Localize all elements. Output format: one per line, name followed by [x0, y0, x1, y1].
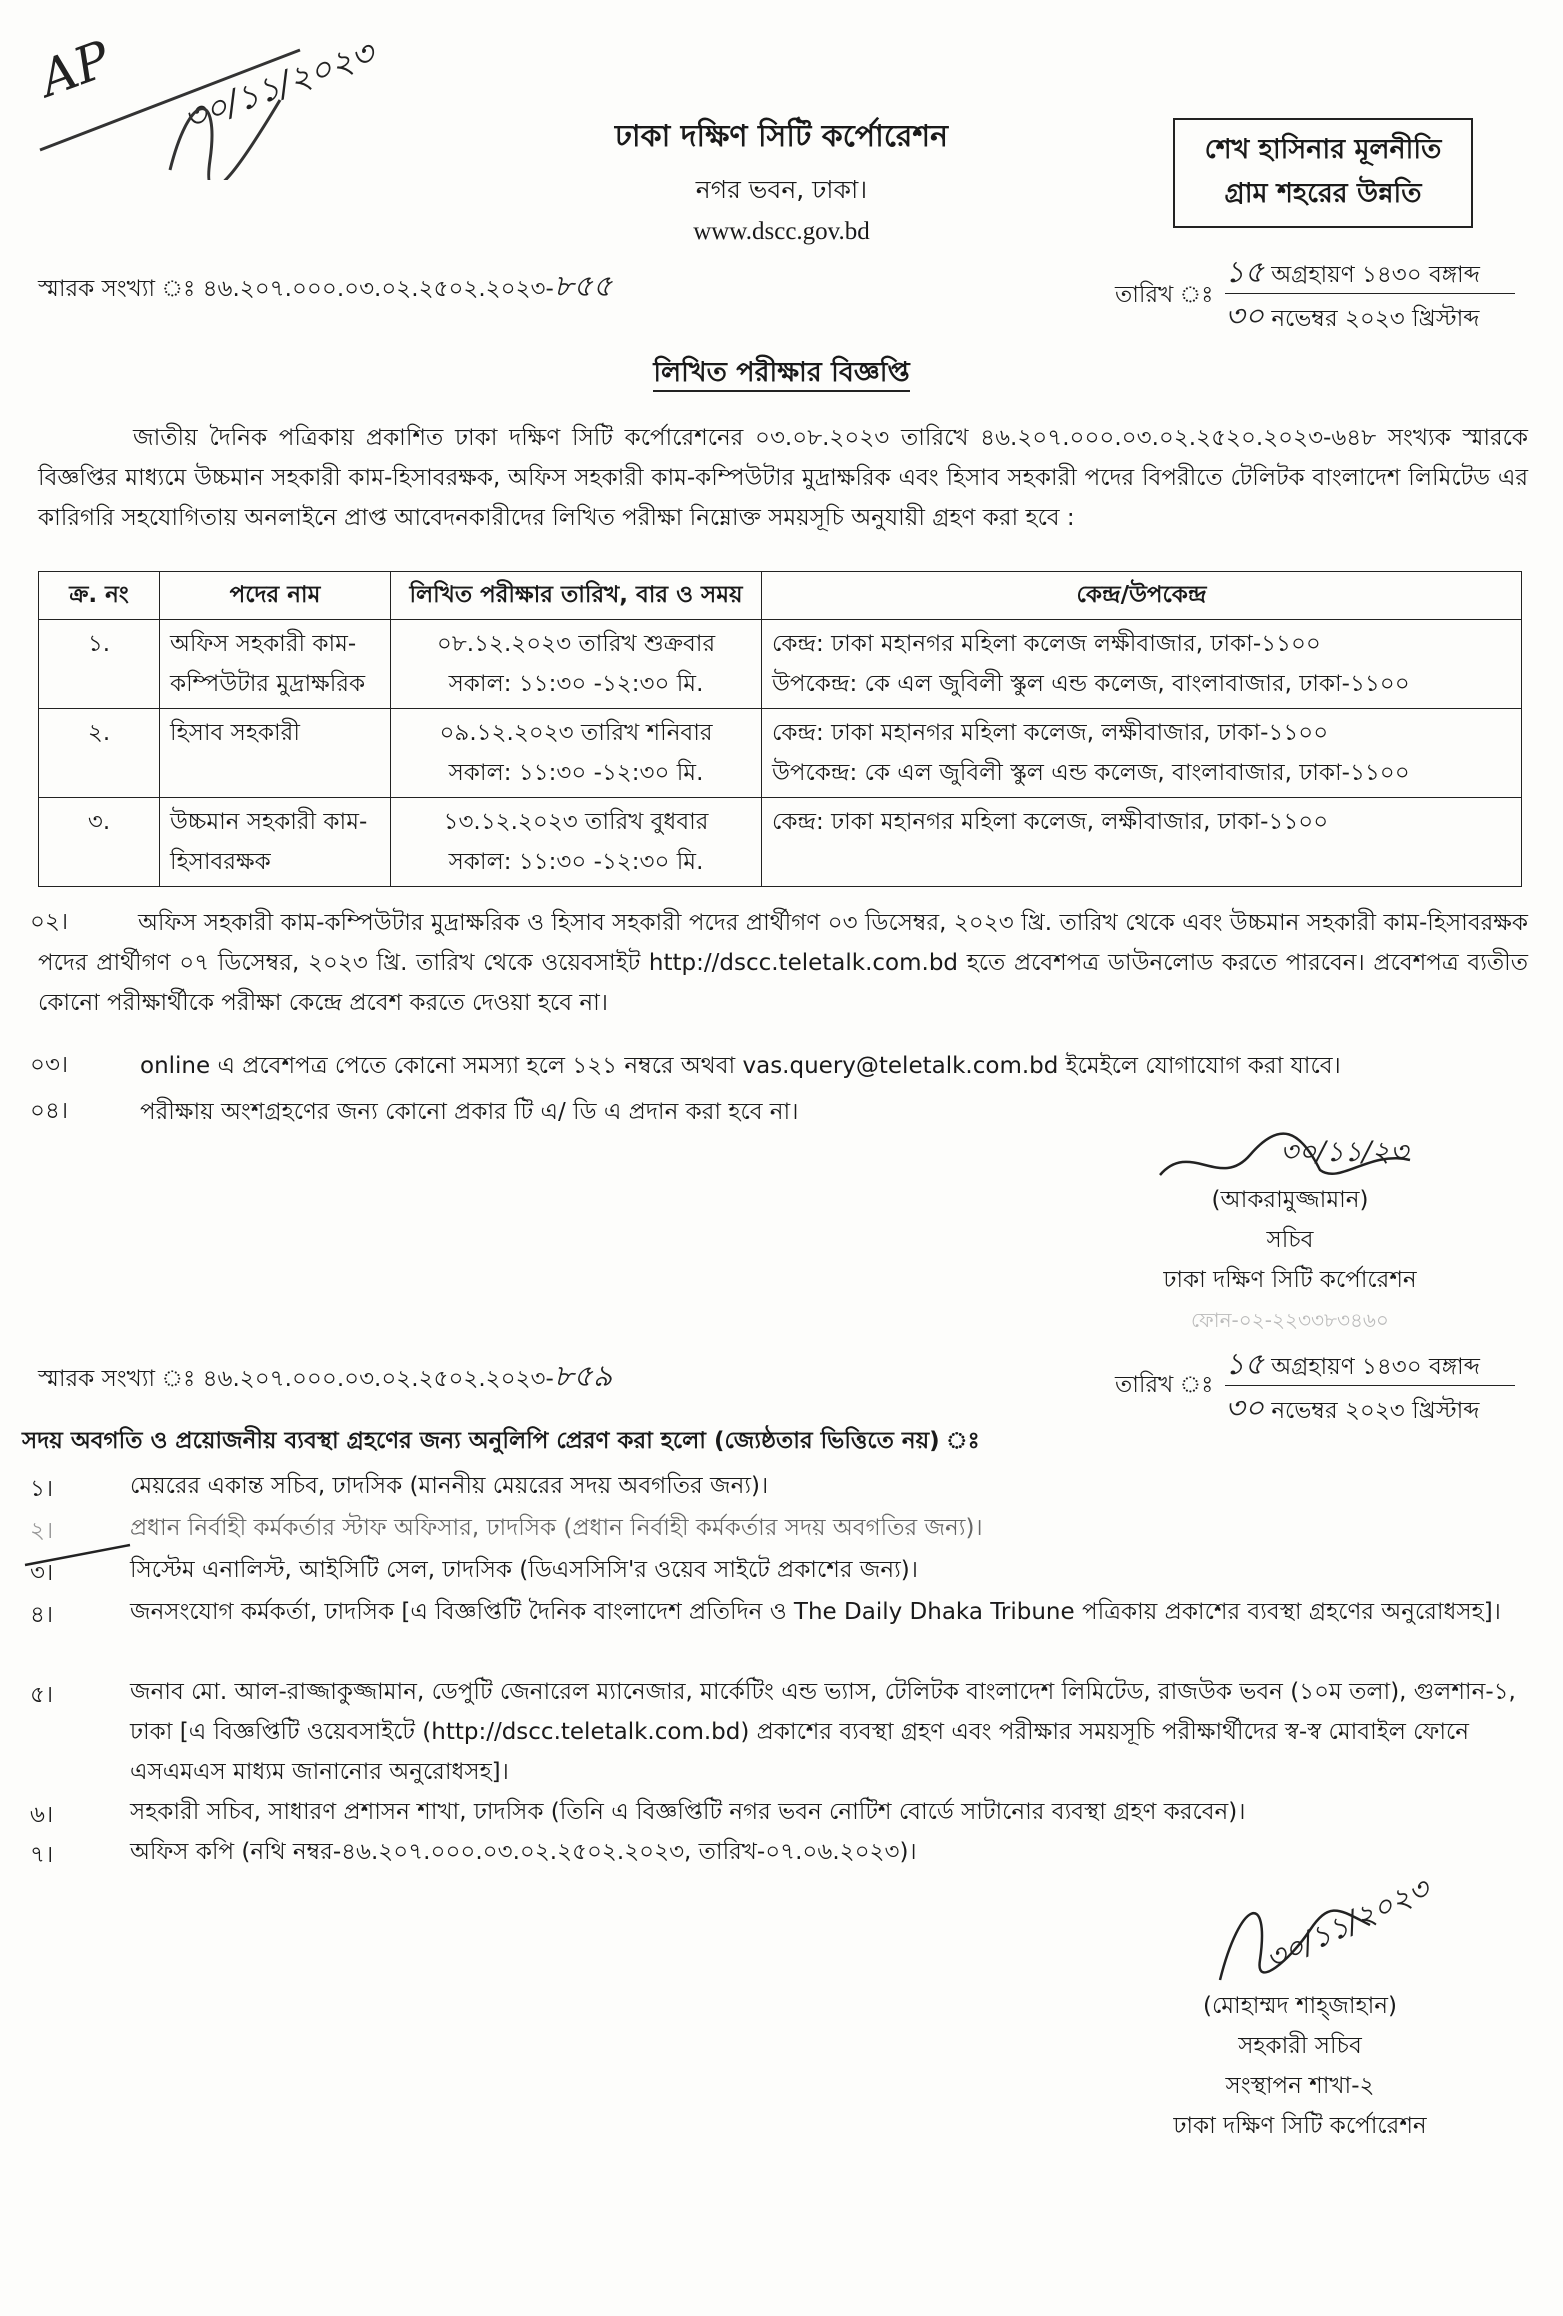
cc-number: ৪।	[30, 1602, 54, 1628]
cell-center-main: কেন্দ্র: ঢাকা মহানগর মহিলা কলেজ, লক্ষীবাজার, ঢাকা-১১০০	[772, 809, 1329, 835]
memo2-date-english	[1225, 1390, 1479, 1430]
memo-date-english	[1225, 298, 1479, 338]
cc-number: ২।	[30, 1518, 54, 1544]
cell-date-day: ১৩.১২.২০২৩ তারিখ বুধবার	[443, 809, 709, 835]
signatory-2-title: সহকারী সচিব	[1238, 2033, 1362, 2059]
memo2-date-bangla-day: ১৫	[1225, 1347, 1264, 1382]
col-header-date: লিখিত পরীক্ষার তারিখ, বার ও সময়	[391, 572, 762, 620]
signatory-2-block	[1090, 1986, 1510, 2146]
cell-date	[391, 620, 762, 709]
handwritten-initial: AP	[32, 29, 118, 109]
memo-ref-text: স্মারক সংখ্যা ঃ ৪৬.২০৭.০০০.০৩.০২.২৫০২.২০২৩-	[38, 276, 554, 302]
notice-title: লিখিত পরীক্ষার বিজ্ঞপ্তি	[0, 352, 1563, 397]
memo2-date-english-text: নভেম্বর ২০২৩ খ্রিস্টাব্দ	[1271, 1398, 1480, 1424]
point-text: পরীক্ষায় অংশগ্রহণের জন্য কোনো প্রকার টি এ/ ডি এ প্রদান করা হবে না।	[140, 1099, 799, 1125]
cell-center	[762, 620, 1522, 709]
cc-number: ১।	[30, 1476, 54, 1502]
cell-time: সকাল: ১১:৩০ -১২:৩০ মি.	[448, 849, 704, 875]
cell-subcenter: উপকেন্দ্র: কে এল জুবিলী স্কুল এন্ড কলেজ, বাংলাবাজার, ঢাকা-১১০০	[772, 760, 1410, 786]
cell-center-main: কেন্দ্র: ঢাকা মহানগর মহিলা কলেজ, লক্ষীবাজার, ঢাকা-১১০০	[772, 720, 1329, 746]
memo2-date-english-day: ৩০	[1225, 1391, 1265, 1426]
cc-item: সহকারী সচিব, সাধারণ প্রশাসন শাখা, ঢাদসিক (তিনি এ বিজ্ঞপ্তিটি নগর ভবন নোটিশ বোর্ডে সাটানোর ব্যবস্থা গ্রহণ করবেন)।	[130, 1799, 1246, 1825]
memo-date-bangla-text: অগ্রহায়ণ ১৪৩০ বঙ্গাব্দ	[1271, 262, 1480, 288]
signatory-2-branch: সংস্থাপন শাখা-২	[1225, 2073, 1375, 2099]
table-row	[39, 620, 1522, 709]
cc-item: জনসংযোগ কর্মকর্তা, ঢাদসিক [এ বিজ্ঞপ্তিটি দৈনিক বাংলাদেশ প্রতিদিন ও The Daily Dhaka Tribune পত্রিকায় প্রকাশের ব্যবস্থা গ্রহণের অনুরোধসহ]।	[130, 1599, 1501, 1625]
cell-date-day: ০৯.১২.২০২৩ তারিখ শনিবার	[439, 720, 713, 746]
cc-title: সদয় অবগতি ও প্রয়োজনীয় ব্যবস্থা গ্রহণের জন্য অনুলিপি প্রেরণ করা হলো (জ্যেষ্ঠতার ভিত্তিতে নয়) ঃ	[22, 1428, 980, 1454]
cell-post: হিসাব সহকারী	[160, 709, 391, 798]
table-header-row	[39, 572, 1522, 620]
signatory-1-name: (আকরামুজ্জামান)	[1211, 1187, 1369, 1213]
col-header-serial: ক্র. নং	[39, 572, 160, 620]
motto-line2: গ্রাম শহরের উন্নতি	[1224, 178, 1422, 209]
signatory-1-title: সচিব	[1266, 1227, 1314, 1253]
memo2-date-bangla-text: অগ্রহায়ণ ১৪৩০ বঙ্গাব্দ	[1271, 1354, 1480, 1380]
cell-date-day: ০৮.১২.২০২৩ তারিখ শুক্রবার	[436, 631, 716, 657]
handwritten-tick	[20, 1535, 140, 1575]
signature-2-date: ৩০/১১/২০২৩	[1260, 1871, 1435, 1978]
motto-line1: শেখ হাসিনার মূলনীতি	[1204, 134, 1442, 165]
cell-post: উচ্চমান সহকারী কাম-হিসাবরক্ষক	[160, 798, 391, 887]
cell-serial: ৩.	[39, 798, 160, 887]
cc-number: ৫।	[30, 1682, 54, 1708]
table-row	[39, 798, 1522, 887]
col-header-center: কেন্দ্র/উপকেন্দ্র	[762, 572, 1522, 620]
memo-ref	[38, 268, 612, 308]
org-location: নগর ভবন, ঢাকা।	[695, 175, 868, 204]
cell-subcenter: উপকেন্দ্র: কে এল জুবিলী স্কুল এন্ড কলেজ, বাংলাবাজার, ঢাকা-১১০০	[772, 671, 1410, 697]
cell-center	[762, 798, 1522, 887]
cell-serial: ২.	[39, 709, 160, 798]
memo-ref-hand: ৮৫৫	[553, 269, 613, 304]
org-website: www.dscc.gov.bd	[693, 218, 870, 245]
memo2-date-label: তারিখ ঃ	[1115, 1372, 1214, 1398]
memo-date-rule	[1225, 293, 1515, 294]
cc-item: প্রধান নির্বাহী কর্মকর্তার স্টাফ অফিসার, ঢাদসিক (প্রধান নির্বাহী কর্মকর্তার সদয় অবগতির জন্য)।	[130, 1515, 983, 1541]
cell-post: অফিস সহকারী কাম-কম্পিউটার মুদ্রাক্ষরিক	[160, 620, 391, 709]
cell-center-main: কেন্দ্র: ঢাকা মহানগর মহিলা কলেজ লক্ষীবাজার, ঢাকা-১১০০	[772, 631, 1321, 657]
motto-box	[1173, 118, 1473, 228]
cell-date	[391, 709, 762, 798]
cc-number: ৩।	[30, 1560, 54, 1586]
cc-number: ৬।	[30, 1802, 54, 1828]
signatory-1-org: ঢাকা দক্ষিণ সিটি কর্পোরেশন	[1163, 1267, 1417, 1293]
memo2-ref-hand: ৮৫৯	[553, 1359, 613, 1394]
col-header-post: পদের নাম	[160, 572, 391, 620]
memo2-ref-text: স্মারক সংখ্যা ঃ ৪৬.২০৭.০০০.০৩.০২.২৫০২.২০২৩-	[38, 1366, 554, 1392]
point-number: ০৪।	[30, 1098, 69, 1124]
memo-date-bangla	[1225, 254, 1480, 294]
intro-paragraph: জাতীয় দৈনিক পত্রিকায় প্রকাশিত ঢাকা দক্ষিণ সিটি কর্পোরেশনের ০৩.০৮.২০২৩ তারিখে ৪৬.২০৭.০০০.০৩.০২.২৫২০.২০২৩-৬৪৮ সংখ্যক স্মারকে বিজ্ঞপ্তির মাধ্যমে উচ্চমান সহকারী কাম-হিসাবরক্ষক, অফিস সহকারী কাম-কম্পিউটার মুদ্রাক্ষরিক এবং হিসাব সহকারী পদের বিপরীতে টেলিটক বাংলাদেশ লিমিটেড এর কারিগরি সহযোগিতায় অনলাইনে প্রাপ্ত আবেদনকারীদের লিখিত পরীক্ষা নিম্নোক্ত সময়সূচি অনুযায়ী গ্রহণ করা হবে :	[38, 425, 1528, 531]
handwritten-date: ৩০/১১/২০২৩	[178, 33, 380, 140]
cell-date	[391, 798, 762, 887]
cc-number: ৭।	[30, 1842, 54, 1868]
cell-time: সকাল: ১১:৩০ -১২:৩০ মি.	[448, 760, 704, 786]
cc-item: মেয়রের একান্ত সচিব, ঢাদসিক (মাননীয় মেয়রের সদয় অবগতির জন্য)।	[130, 1473, 769, 1499]
cell-center	[762, 709, 1522, 798]
signature-1-date: ৩০/১১/২৩	[1280, 1135, 1409, 1168]
point-text: online এ প্রবেশপত্র পেতে কোনো সমস্যা হলে ১২১ নম্বরে অথবা vas.query@teletalk.com.bd ইমেইলে যোগাযোগ করা যাবে।	[140, 1053, 1341, 1079]
table-row	[39, 709, 1522, 798]
signatory-2-name: (মোহাম্মদ শাহ্জাহান)	[1202, 1993, 1398, 2019]
memo-date-label: তারিখ ঃ	[1115, 282, 1214, 308]
cell-serial: ১.	[39, 620, 160, 709]
signatory-2-org: ঢাকা দক্ষিণ সিটি কর্পোরেশন	[1173, 2113, 1427, 2139]
memo-date-english-day: ৩০	[1225, 299, 1265, 334]
signatory-1-block	[1090, 1180, 1490, 1340]
cc-item: সিস্টেম এনালিস্ট, আইসিটি সেল, ঢাদসিক (ডিএসসিসি'র ওয়েব সাইটে প্রকাশের জন্য)।	[130, 1557, 918, 1583]
point-number: ০৩।	[30, 1052, 69, 1078]
memo2-date-bangla	[1225, 1346, 1480, 1386]
cell-time: সকাল: ১১:৩০ -১২:৩০ মি.	[448, 671, 704, 697]
memo2-date-rule	[1225, 1385, 1515, 1386]
memo2-ref	[38, 1358, 612, 1398]
memo-date-bangla-day: ১৫	[1225, 255, 1264, 290]
memo-date-english-text: নভেম্বর ২০২৩ খ্রিস্টাব্দ	[1271, 306, 1480, 332]
point-text: অফিস সহকারী কাম-কম্পিউটার মুদ্রাক্ষরিক ও হিসাব সহকারী পদের প্রার্থীগণ ০৩ ডিসেম্বর, ২০২৩ খ্রি. তারিখ থেকে এবং উচ্চমান সহকারী কাম-হিসাবরক্ষক পদের প্রার্থীগণ ০৭ ডিসেম্বর, ২০২৩ খ্রি. তারিখ থেকে ওয়েবসাইট http://dscc.teletalk.com.bd হতে প্রবেশপত্র ডাউনলোড করতে পারবেন। প্রবেশপত্র ব্যতীত কোনো পরীক্ষার্থীকে পরীক্ষা কেন্দ্রে প্রবেশ করতে দেওয়া হবে না।	[38, 910, 1528, 1016]
org-name: ঢাকা দক্ষিণ সিটি কর্পোরেশন	[614, 119, 949, 154]
cc-item: জনাব মো. আল-রাজ্জাকুজ্জামান, ডেপুটি জেনারেল ম্যানেজার, মার্কেটিং এন্ড ভ্যাস, টেলিটক বাংলাদেশ লিমিটেড, রাজউক ভবন (১০ম তলা), গুলশান-১, ঢাকা [এ বিজ্ঞপ্তিটি ওয়েবসাইটে (http://dscc.teletalk.com.bd) প্রকাশের ব্যবস্থা গ্রহণ এবং পরীক্ষার সময়সূচি পরীক্ষার্থীদের স্ব-স্ব মোবাইল ফোনে এসএমএস মাধ্যম জানানোর অনুরোধসহ]।	[130, 1679, 1516, 1785]
schedule-table	[38, 571, 1522, 887]
point-number: ০২।	[30, 909, 69, 935]
cc-item: অফিস কপি (নথি নম্বর-৪৬.২০৭.০০০.০৩.০২.২৫০২.২০২৩, তারিখ-০৭.০৬.২০২৩)।	[130, 1839, 917, 1865]
signatory-1-phone: ফোন-০২-২২৩৩৮৩৪৬০	[1191, 1308, 1389, 1332]
